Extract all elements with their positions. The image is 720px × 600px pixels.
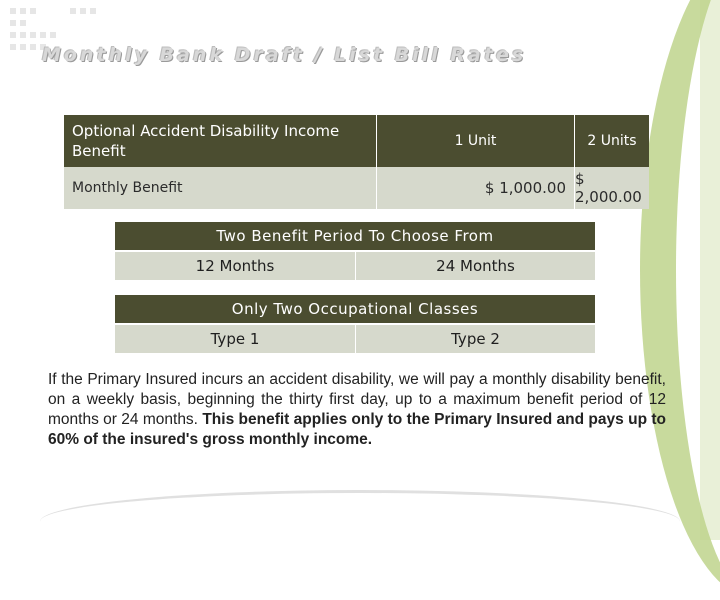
- two-units-rate: $ 2,000.00: [574, 167, 649, 209]
- period-option-12: 12 Months: [195, 257, 275, 275]
- rates-data-row: [64, 167, 649, 209]
- one-unit-header: 1 Unit: [376, 115, 574, 167]
- monthly-benefit-label: Monthly Benefit: [72, 180, 183, 196]
- class-option-type-2: Type 2: [355, 325, 595, 353]
- benefit-name-header: Optional Accident Disability Income Benefit: [72, 122, 340, 160]
- benefit-period-header: Two Benefit Period To Choose From: [115, 222, 595, 250]
- description-plain-text: If the Primary Insured incurs an accident disability, we will pay a monthly disability benefit, on a weekly basis, beginning the thirty first day, up to a maximum benefit period of 12 months or 24 months.: [48, 371, 666, 428]
- rates-header-row: [64, 115, 649, 167]
- occupational-classes-table: [115, 295, 595, 353]
- occupational-classes-row: [115, 325, 595, 353]
- bottom-decorative-arc: [40, 490, 680, 553]
- page-title: Monthly Bank Draft / List Bill Rates: [42, 44, 527, 66]
- benefit-description: [48, 370, 666, 450]
- rates-table: [64, 115, 649, 209]
- class-option-type-1: Type 1: [210, 330, 260, 348]
- one-unit-rate: $ 1,000.00: [376, 167, 574, 209]
- description-bold-text: This benefit applies only to the Primary Insured and pays up to 60% of the insured's gross monthly income.: [48, 411, 666, 448]
- benefit-period-row: [115, 252, 595, 280]
- occupational-classes-header: Only Two Occupational Classes: [115, 295, 595, 323]
- period-option-24: 24 Months: [355, 252, 595, 280]
- two-units-header: 2 Units: [574, 115, 649, 167]
- benefit-period-table: [115, 222, 595, 280]
